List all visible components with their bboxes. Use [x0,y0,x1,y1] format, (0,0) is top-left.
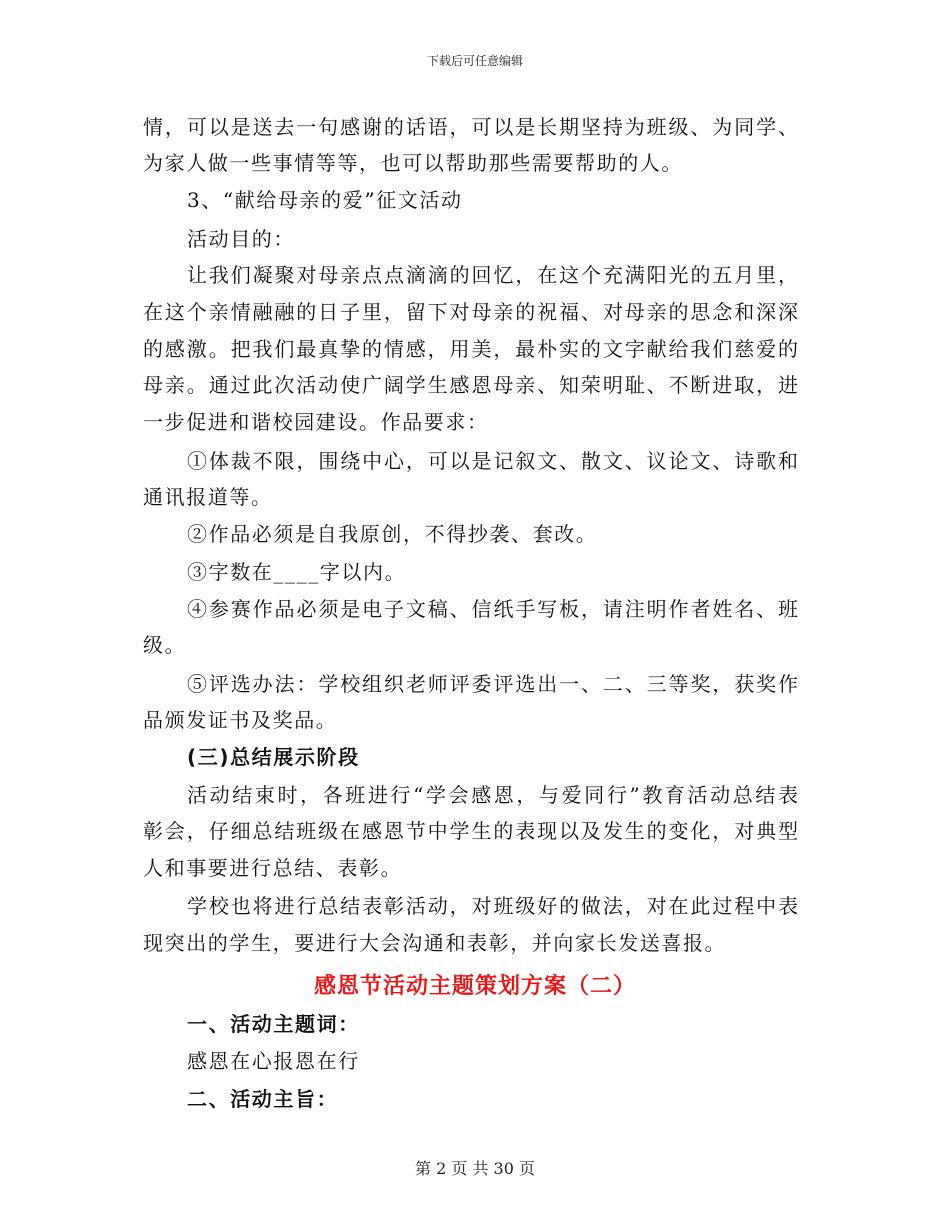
body-line: 级。 [143,633,187,657]
body-line: 通讯报道等。 [143,485,273,509]
body-line: 学校也将进行总结表彰活动，对班级好的做法，对在此过程中表 [187,894,798,918]
body-line: 活动结束时，各班进行“学会感恩，与爱同行”教育活动总结表 [187,783,798,807]
section-heading: 一、活动主题词： [187,1012,360,1036]
body-line: 活动目的： [187,227,295,251]
body-line: 现突出的学生，要进行大会沟通和表彰，并向家长发送喜报。 [143,931,727,955]
body-line: 感恩在心报恩在行 [187,1049,360,1073]
body-line: 品颁发证书及奖品。 [143,708,338,732]
body-line: 让我们凝聚对母亲点点滴滴的回忆，在这个充满阳光的五月里， [187,263,798,287]
section-heading: (三)总结展示阶段 [187,745,360,769]
list-item: ④参赛作品必须是电子文稿、信纸手写板，请注明作者姓名、班 [187,597,798,621]
section-heading: 二、活动主旨： [187,1087,339,1111]
list-item: ①体裁不限，围绕中心，可以是记叙文、散文、议论文、诗歌和 [187,449,798,473]
body-line: 在这个亲情融融的日子里，留下对母亲的祝福、对母亲的思念和深深 [143,300,798,324]
body-line: 一步促进和谐校园建设。作品要求： [143,410,489,434]
section-title: 感恩节活动主题策划方案（二） [313,974,636,999]
page-header: 下载后可任意编辑 [426,54,523,68]
body-line: 情，可以是送去一句感谢的话语，可以是长期坚持为班级、为同学、 [143,115,798,139]
subsection-heading: 3、“献给母亲的爱”征文活动 [187,188,463,212]
body-line: 人和事要进行总结、表彰。 [143,856,403,880]
page-footer: 第 2 页 共 30 页 [415,1159,535,1178]
body-line: 母亲。通过此次活动使广阔学生感恩母亲、知荣明耻、不断进取，进 [143,373,798,397]
list-item: ⑤评选办法：学校组织老师评委评选出一、二、三等奖，获奖作 [187,672,798,696]
body-line: 彰会，仔细总结班级在感恩节中学生的表现以及发生的变化，对典型 [143,819,798,843]
list-item: ②作品必须是自我原创，不得抄袭、套改。 [187,522,598,546]
body-line: 的感激。把我们最真挚的情感，用美，最朴实的文字献给我们慈爱的 [143,337,798,361]
list-item: ③字数在____字以内。 [187,560,407,584]
body-line: 为家人做一些事情等等，也可以帮助那些需要帮助的人。 [143,151,683,175]
